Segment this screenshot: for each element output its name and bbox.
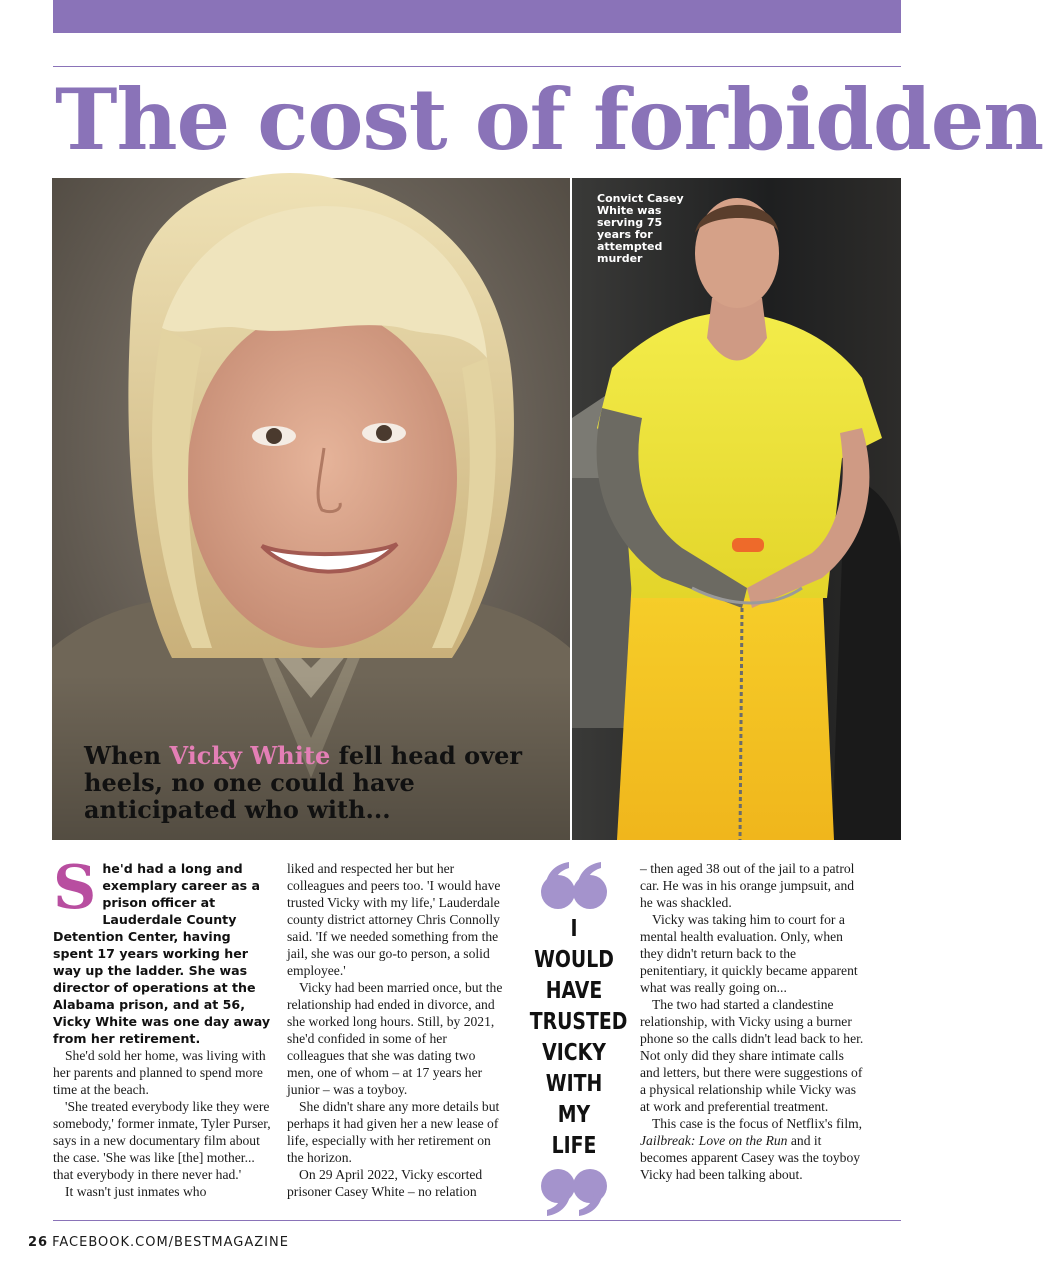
- paragraph: On 29 April 2022, Vicky escorted prisoner Casey White – no relation: [287, 1167, 483, 1199]
- casey-portrait-illustration: [572, 178, 901, 840]
- paragraph: It wasn't just inmates who: [65, 1184, 207, 1199]
- intro-deck: [84, 742, 524, 823]
- paragraph: – then aged 38 out of the jail to a patrol car. He was in his orange jumpsuit, and he was shackled.: [640, 861, 855, 910]
- intro-before: When: [84, 741, 170, 770]
- page-number: 26: [28, 1235, 49, 1250]
- film-title: Jailbreak: Love on the Run: [640, 1133, 788, 1148]
- paragraph: liked and respected her but her colleagues and peers too. 'I would have trusted Vicky with my life,' Lauderdale county district attorney Chris Connolly said. 'If we needed something from the jail, she was our go-to person, a solid employee.': [287, 861, 501, 978]
- intro-after: fell head over heels, no one could have anticipated who with...: [84, 741, 523, 824]
- paragraph: Vicky was taking him to court for a mental health evaluation. Only, when they didn't return back to the penitentiary, it quickly became apparent what was really going on...: [640, 912, 858, 995]
- drop-cap: S: [53, 853, 97, 923]
- intro-name: Vicky White: [169, 741, 331, 770]
- paragraph: [640, 1115, 865, 1183]
- casey-white-photo: [572, 178, 901, 840]
- article-column-3: [640, 860, 865, 1183]
- paragraph: The two had started a clandestine relationship, with Vicky using a burner phone so the calls didn't lead back to her. Not only did they share intimate calls and letters, but there were suggestions of a physical relationship while Vicky was at work and preferential treatment.: [640, 997, 864, 1114]
- lead-paragraph: he'd had a long and exemplary career as a prison officer at Lauderdale County Detention Center, having spent 17 years working her way up the ladder. She was director of operations at the Alabama prison, and at 56, Vicky White was one day away from her retirement.: [53, 861, 271, 1046]
- footer-url[interactable]: FACEBOOK.COM/BESTMAGAZINE: [52, 1235, 289, 1250]
- photo-caption: Convict Casey White was serving 75 years for attempted murder: [597, 192, 684, 265]
- header-rule: [53, 66, 901, 67]
- paragraph: Vicky had been married once, but the relationship had ended in divorce, and she worked long hours. Still, by 2021, she'd confided in some of her colleagues that she was dating two men, one of whom – at 17 years her junior – was a toyboy.: [287, 980, 503, 1097]
- article-column-2: [287, 860, 505, 1200]
- page-footer: [28, 1235, 289, 1250]
- pull-quote: [520, 860, 628, 1218]
- top-color-bar: [53, 0, 901, 33]
- pull-quote-text: I WOULD HAVE TRUSTED VICKY WITH MY LIFE: [529, 916, 628, 1159]
- paragraph: She'd sold her home, was living with her parents and planned to spend more time at the beach.: [53, 1048, 266, 1097]
- open-quote-icon: [539, 860, 609, 910]
- headline: The cost of forbidden: [55, 70, 1043, 169]
- paragraph: 'She treated everybody like they were somebody,' former inmate, Tyler Purser, says in a new documentary film about the case. 'She was like [the] mother... that everybody in there never had.': [53, 1099, 271, 1182]
- close-quote-icon: [539, 1168, 609, 1218]
- paragraph-text: This case is the focus of Netflix's film,: [652, 1116, 863, 1131]
- footer-rule: [53, 1220, 901, 1221]
- paragraph: She didn't share any more details but perhaps it had given her a new lease of life, especially with her retirement on the horizon.: [287, 1099, 500, 1165]
- article-column-1: [53, 853, 271, 1200]
- paragraph-text: and it becomes apparent Casey was the toyboy Vicky had been talking about.: [640, 1133, 861, 1182]
